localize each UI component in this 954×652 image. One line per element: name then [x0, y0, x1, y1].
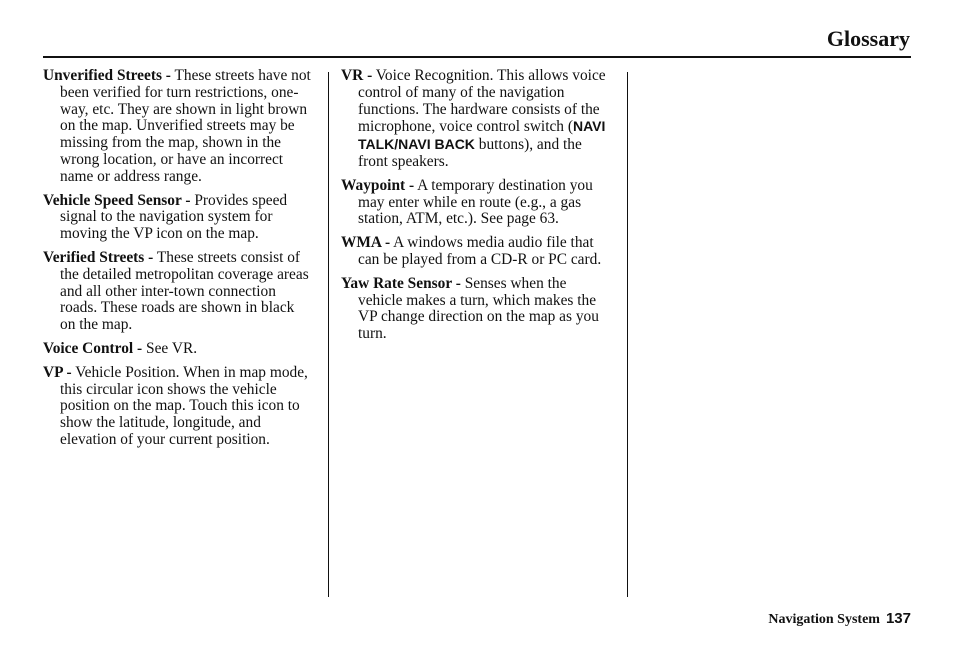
glossary-entry-yaw-rate-sensor [341, 276, 613, 343]
page-footer [768, 609, 911, 630]
glossary-definition: A temporary destination you may enter while en route (e.g., a gas station, ATM, etc.). See page 63. [358, 176, 593, 228]
glossary-definition: Voice Recognition. This allows voice control of many of the navigation functions. The hardware consists of the microphone, voice control switch ( [358, 67, 606, 136]
column-divider-left [328, 72, 329, 597]
glossary-term: WMA - [341, 234, 391, 252]
navi-talk-back-button-label: NAVI TALK/NAVI BACK [358, 118, 606, 153]
glossary-entry-vehicle-speed-sensor [43, 193, 313, 243]
glossary-definition: These streets have not been verified for turn restrictions, one-way, etc. They are shown in light brown on the map. Unverified streets may be missing from the map, shown in the wrong location, or have an incorrect name or address range. [60, 67, 311, 185]
glossary-term: Yaw Rate Sensor - [341, 274, 461, 292]
glossary-term: Voice Control - [43, 339, 143, 357]
glossary-definition: These streets consist of the detailed metropolitan coverage areas and all other inter-town connection roads. These roads are shown in black on the map. [60, 248, 309, 334]
glossary-term: VR - [341, 67, 373, 84]
glossary-definition: A windows media audio file that can be played from a CD-R or PC card. [358, 234, 602, 268]
column-divider-right [627, 72, 628, 597]
glossary-term: Unverified Streets - [43, 67, 171, 84]
header-rule [43, 56, 911, 58]
glossary-entry-unverified-streets [43, 68, 313, 186]
page-number: 137 [885, 610, 911, 627]
glossary-term: Waypoint - [341, 176, 415, 194]
glossary-definition-continued: buttons), and the front speakers. [358, 136, 582, 170]
glossary-term: Vehicle Speed Sensor - [43, 191, 191, 209]
glossary-column-2 [341, 68, 613, 350]
glossary-entry-wma [341, 235, 613, 269]
glossary-column-1 [43, 68, 313, 456]
glossary-entry-voice-control [43, 341, 313, 358]
footer-section-title: Navigation System [768, 612, 880, 627]
glossary-definition: See VR. [142, 339, 198, 357]
page-title: Glossary [826, 26, 910, 51]
glossary-entry-verified-streets [43, 250, 313, 334]
glossary-term: Verified Streets - [43, 248, 154, 266]
glossary-entry-vr [341, 68, 613, 171]
glossary-definition: Vehicle Position. When in map mode, this circular icon shows the vehicle position on the map. Touch this icon to show the latitude, longitude, and elevation of your current position. [60, 363, 308, 448]
glossary-entry-vp [43, 365, 313, 449]
glossary-entry-waypoint [341, 178, 613, 228]
glossary-definition: Provides speed signal to the navigation system for moving the VP icon on the map. [60, 191, 288, 243]
glossary-term: VP - [43, 363, 72, 381]
glossary-definition: Senses when the vehicle makes a turn, which makes the VP change direction on the map as you turn. [358, 274, 599, 343]
